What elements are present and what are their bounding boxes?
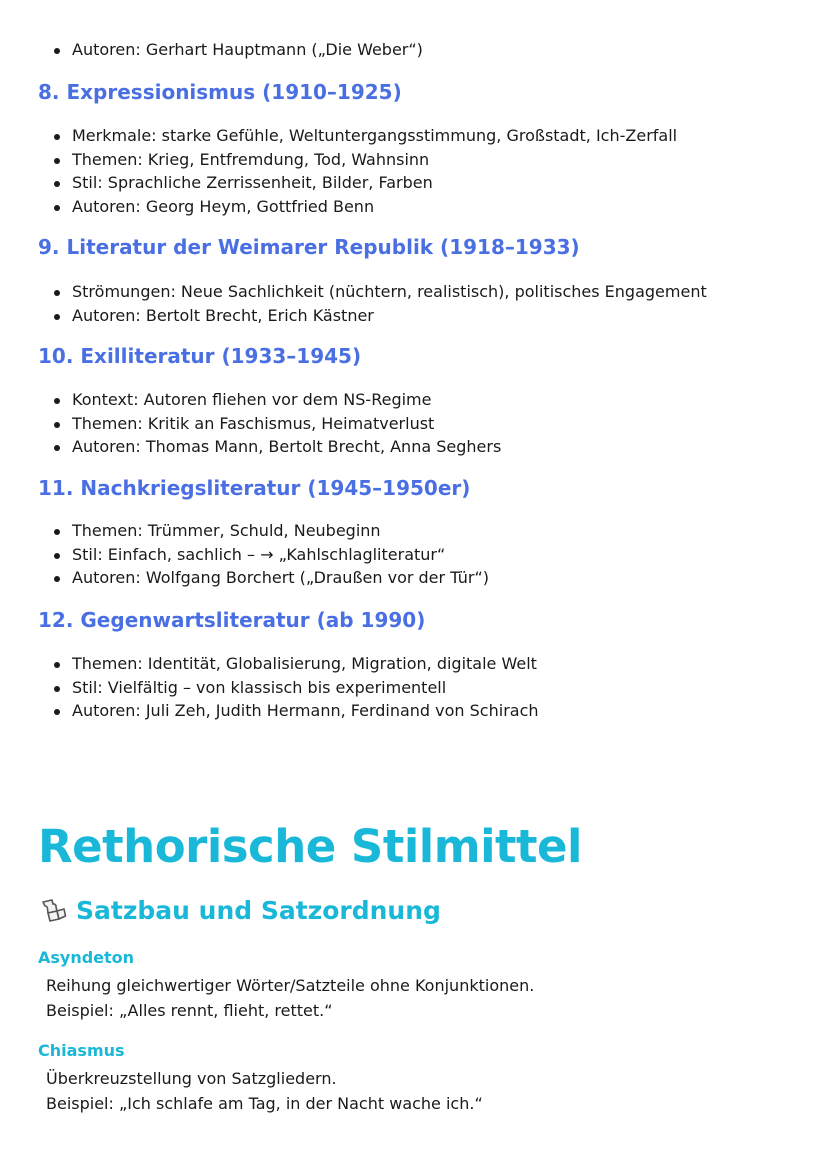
list-item: Autoren: Juli Zeh, Judith Hermann, Ferdinand von Schirach xyxy=(48,699,539,723)
list-item: Autoren: Wolfgang Borchert („Draußen vor der Tür“) xyxy=(48,566,489,590)
term-name-chiasmus: Chiasmus xyxy=(38,1041,125,1060)
term-example-asyndeton: Beispiel: „Alles rennt, flieht, rettet.“ xyxy=(46,1001,333,1020)
list-item: Autoren: Georg Heym, Gottfried Benn xyxy=(48,195,677,219)
section-list-expressionismus xyxy=(48,124,677,218)
section-title-weimarer-republik: 9. Literatur der Weimarer Republik (1918–1933) xyxy=(38,235,580,259)
page-title: Rethorische Stilmittel xyxy=(38,820,582,873)
section-list-exilliteratur xyxy=(48,388,501,459)
list-item: Autoren: Bertolt Brecht, Erich Kästner xyxy=(48,304,707,328)
subsection-title-text: Satzbau und Satzordnung xyxy=(76,895,441,925)
section-list-gegenwartsliteratur xyxy=(48,652,539,723)
term-example-chiasmus: Beispiel: „Ich schlafe am Tag, in der Nacht wache ich.“ xyxy=(46,1094,483,1113)
list-item: Stil: Einfach, sachlich – → „Kahlschlagliteratur“ xyxy=(48,543,489,567)
list-item: Merkmale: starke Gefühle, Weltuntergangsstimmung, Großstadt, Ich-Zerfall xyxy=(48,124,677,148)
subsection-title xyxy=(38,895,441,925)
intro-list xyxy=(48,38,423,62)
list-item: Stil: Sprachliche Zerrissenheit, Bilder, Farben xyxy=(48,171,677,195)
section-title-gegenwartsliteratur: 12. Gegenwartsliteratur (ab 1990) xyxy=(38,608,426,632)
list-item: Autoren: Gerhart Hauptmann („Die Weber“) xyxy=(48,38,423,62)
section-title-exilliteratur: 10. Exilliteratur (1933–1945) xyxy=(38,344,362,368)
list-item: Strömungen: Neue Sachlichkeit (nüchtern, realistisch), politisches Engagement xyxy=(48,280,707,304)
puzzle-icon xyxy=(38,895,68,925)
term-definition-chiasmus: Überkreuzstellung von Satzgliedern. xyxy=(46,1069,337,1088)
section-list-nachkriegsliteratur xyxy=(48,519,489,590)
section-title-expressionismus: 8. Expressionismus (1910–1925) xyxy=(38,80,402,104)
list-item: Kontext: Autoren fliehen vor dem NS-Regime xyxy=(48,388,501,412)
list-item: Themen: Kritik an Faschismus, Heimatverlust xyxy=(48,412,501,436)
list-item: Themen: Identität, Globalisierung, Migration, digitale Welt xyxy=(48,652,539,676)
section-list-weimarer-republik xyxy=(48,280,707,327)
section-title-nachkriegsliteratur: 11. Nachkriegsliteratur (1945–1950er) xyxy=(38,476,471,500)
term-name-asyndeton: Asyndeton xyxy=(38,948,135,967)
list-item: Stil: Vielfältig – von klassisch bis experimentell xyxy=(48,676,539,700)
list-item: Themen: Krieg, Entfremdung, Tod, Wahnsinn xyxy=(48,148,677,172)
list-item: Themen: Trümmer, Schuld, Neubeginn xyxy=(48,519,489,543)
list-item: Autoren: Thomas Mann, Bertolt Brecht, Anna Seghers xyxy=(48,435,501,459)
term-definition-asyndeton: Reihung gleichwertiger Wörter/Satzteile ohne Konjunktionen. xyxy=(46,976,535,995)
